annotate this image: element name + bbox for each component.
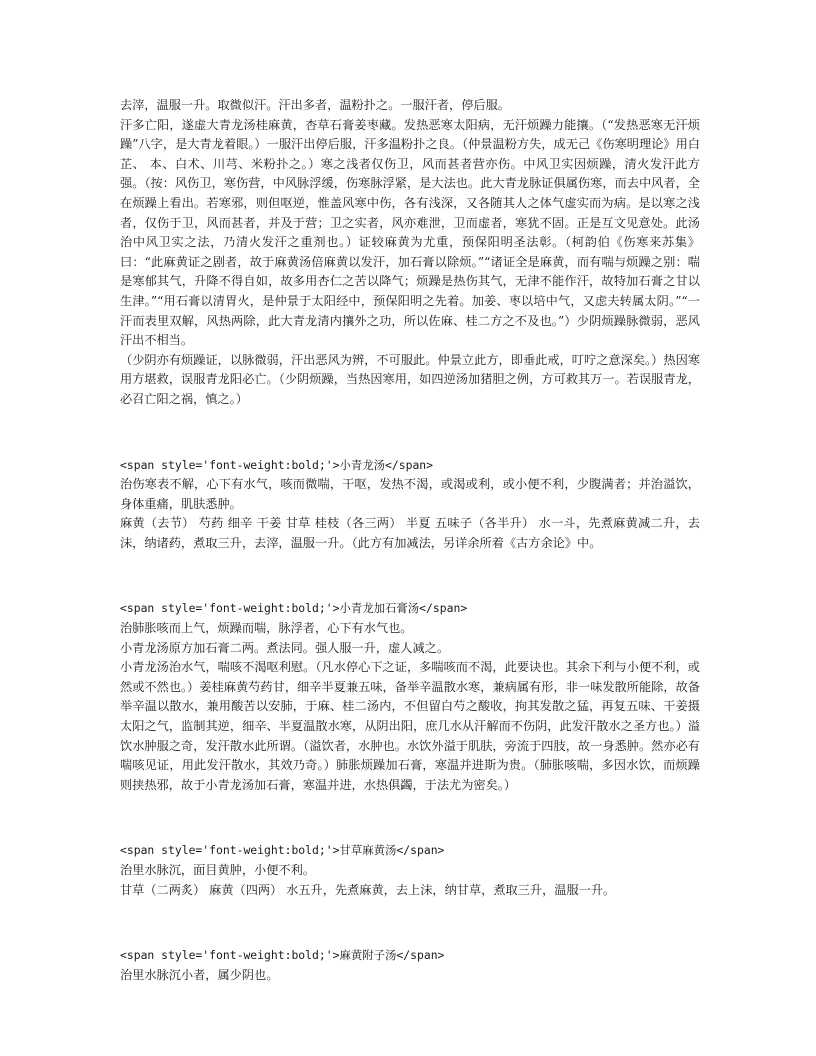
section-paragraph: 治伤寒表不解，心下有水气，咳而微喘，干呕，发热不渴，或渴或利，或小便不利，少腹满者；并治溢饮，身体重痛，肌肤悉肿。 (120, 477, 700, 511)
intro-paragraph: 去滓，温服一升。取微似汗。汗出多者，温粉扑之。一服汗者，停后服。 (120, 98, 510, 112)
section-paragraph: 治肺胀咳而上气，烦躁而喘，脉浮者，心下有水气也。 (120, 621, 413, 636)
section-heading: <span style='font-weight:bold;'>麻黄附子汤</span> (120, 948, 445, 963)
section-paragraph: 麻黄（去节） 芍药 细辛 干姜 甘草 桂枝（各三两） 半夏 五味子（各半升） 水一斗，先煮麻黄减二升，去沫，纳诸药，煮取三升，去滓，温服一升。（此方有加减法，另详余所着《古方余论》中。 (120, 516, 700, 550)
formula-section-gancao-mahuang (120, 841, 700, 900)
formula-section-xiao-qinglong (120, 456, 700, 554)
intro-section (120, 96, 700, 410)
section-heading: <span style='font-weight:bold;'>小青龙汤</span> (120, 457, 434, 472)
formula-section-xiao-qinglong-shigao (120, 599, 700, 795)
document-page (120, 96, 700, 985)
intro-paragraph: （少阴亦有烦躁证，以脉微弱，汗出恶风为辨，不可服此。仲景立此方，即垂此戒，叮咛之意深矣。）热因寒用方堪救，误服青龙阳必亡。（少阴烦躁，当热因寒用，如四逆汤加猪胆之例，方可救其万一。若误服青龙，必召亡阳之祸，慎之。） (120, 352, 700, 406)
intro-paragraph: 汗多亡阳，遂虚大青龙汤桂麻黄，杏草石膏姜枣藏。发热恶寒太阳病，无汗烦躁力能攘。（“发热恶寒无汗烦躁”八字，是大青龙着眼。）一服汗出停后服，汗多温粉扑之良。（仲景温粉方失，成无己《伤寒明理论》用白芷、 本、白术、川芎、米粉扑之。）寒之浅者仅伤卫，风而甚者营亦伤。中风卫实因烦躁，清火发汗此方强。（按：风伤卫，寒伤营，中风脉浮缓，伤寒脉浮紧，是大法也。此大青龙脉证俱属伤寒，而去中风者，全在烦躁上看出。若寒邪，则但呕逆，惟盖风寒中伤，各有浅深，又各随其人之体气虚实而为病。是以寒之浅者，仅伤于卫，风而甚者，并及于营；卫之实者，风亦难泄，卫而虚者，寒犹不固。正是互文见意处。此汤治中风卫实之法，乃清火发汗之重剂也。）证较麻黄为尤重，预保阳明圣法彰。（柯韵伯《伤寒来苏集》曰：“此麻黄证之剧者，故于麻黄汤倍麻黄以发汗，加石膏以除烦。”“诸证全是麻黄，而有喘与烦躁之别：喘是寒郁其气，升降不得自如，故多用杏仁之苦以降气；烦躁是热伤其气，无津不能作汗，故特加石膏之甘以生津。”“用石膏以清胃火，是仲景于太阳经中，预保阳明之先着。加姜、枣以培中气，又虑夫转属太阴。”“一汗而表里双解，风热两除，此大青龙清内攘外之功，所以佐麻、桂二方之不及也。”）少阴烦躁脉微弱，恶风汗出不相当。 (120, 117, 700, 348)
section-paragraph: 小青龙汤原方加石膏二两。煮法同。强人服一升，虚人减之。 (120, 640, 450, 655)
section-paragraph: 甘草（二两炙） 麻黄（四两） 水五升，先煮麻黄，去上沫，纳甘草，煮取三升，温服一升。 (120, 882, 616, 897)
section-paragraph: 小青龙汤治水气，喘咳不渴呕利慰。（凡水停心下之证，多喘咳而不渴，此要诀也。其余下利与小便不利，或然或不然也。）姜桂麻黄芍药甘，细辛半夏兼五味，备举辛温散水寒，兼病属有形，非一味发散所能除，故备举辛温以散水，兼用酸苦以安肺，于麻、桂二汤内，不但留白芍之酸收，拘其发散之猛，再复五味、干姜摄太阳之气，监制其逆，细辛、半夏温散水寒，从阴出阳，庶几水从汗解而不伤阴，此发汗散水之圣方也。）溢饮水肿服之奇，发汗散水此所谓。（溢饮者，水肿也。水饮外溢于肌肤，旁流于四肢，故一身悉肿。然亦必有喘咳见证，用此发汗散水，其效乃奇。）肺胀烦躁加石膏，寒温并进斯为贵。（肺胀咳喘，多因水饮，而烦躁则挟热邪，故于小青龙汤加石膏，寒温并进，水热俱蠲，于法尤为密矣。） (120, 660, 700, 792)
section-heading: <span style='font-weight:bold;'>小青龙加石膏汤</span> (120, 601, 468, 616)
formula-section-mahuang-fuzi (120, 946, 700, 985)
section-paragraph: 治里水脉沉，面目黄肿，小便不利。 (120, 863, 315, 877)
section-heading: <span style='font-weight:bold;'>甘草麻黄汤</span> (120, 843, 445, 858)
section-paragraph: 治里水脉沉小者，属少阴也。 (120, 967, 279, 982)
